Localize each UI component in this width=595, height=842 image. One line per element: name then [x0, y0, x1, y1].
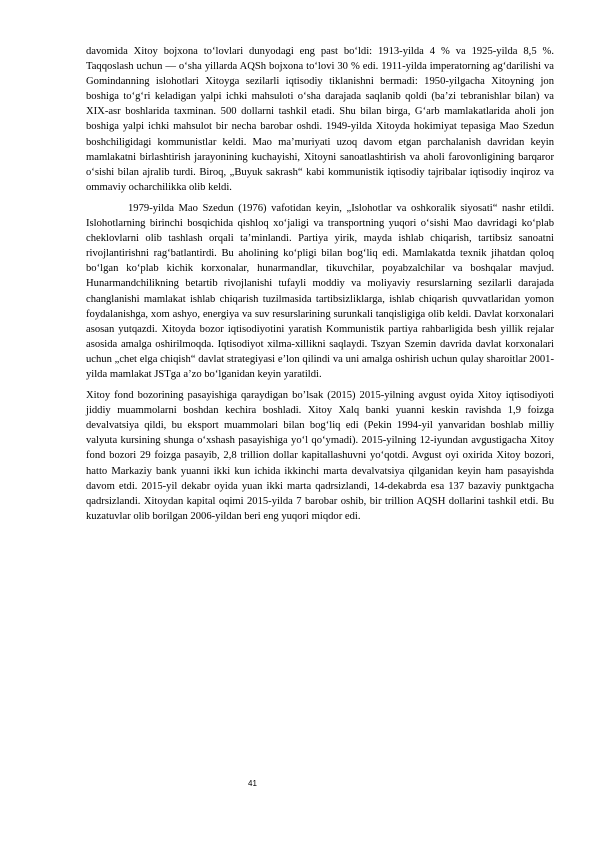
paragraph-stock-market: Xitoy fond bozorining pasayishiga qaraydigan bo’lsak (2015) 2015-yilning avgust oyida Xitoy iqtisodiyoti jiddiy muammolarni boshdan kechira boshladi. Xitoy Xalq banki yuanni keskin ravishda 1,9 foizga devalvatsiya qildi, bu eksport muammolari bilan bog‘liq edi (Pekin 1994-yil yanvaridan boshlab milliy valyuta kursining shunga o‘xshash pasayishiga yo‘l qo‘ymadi). 2015-yilning 12-iyundan avgustigacha Xitoy fond bozori 29 foizga pasayib, 2,8 trillion dollar kapitallashuvni yo‘qotdi. Avgust oyi oxirida Xitoy bozori, hatto Markaziy bank yuanni ikki kun ichida ikkinchi marta devalvatsiya qilganidan keyin ham pasayishda davom etdi. 2015-yil dekabr oyida yuan ikki marta qadrsizlandi, 14-dekabrda esa 137 bazaviy punktgacha qadrsizlandi. Xitoydan kapital oqimi 2015-yilda 7 barobar oshib, bir trillion AQSH dollarini tashkil etdi. Bu kuzatuvlar olib borilgan 2006-yildan beri eng yuqori miqdor edi.	[86, 390, 554, 522]
page-number: 41	[248, 779, 257, 788]
paragraph-tariffs-history: davomida Xitoy bojxona to‘lovlari dunyodagi eng past bo‘ldi: 1913-yilda 4 % va 1925-yilda 8,5 %. Taqqoslash uchun — o‘sha yillarda AQSh bojxona to‘lovi 30 % edi. 1911-yilda imperatorning ag‘darilishi va Gomindanning islohotlari Xitoyga sezilarli iqtisodiy tiklanishni bermadi: 1950-yilgacha Xitoyning jon boshiga to‘g‘ri keladigan yalpi ichki mahsuloti o‘sha darajada saqlanib qoldi (ba’zi tebranishlar bilan) va XIX-asr boshlarida taxminan. 500 dollarni tashkil etadi. Shu bilan birga, G‘arb mamlakatlarida aholi jon boshiga yalpi ichki mahsulot bir necha barobar oshdi. 1949-yilda Xitoyda hokimiyat tepasiga Mao Szedun boshchiligidagi kommunistlar keldi. Mao ma’muriyati uzoq davom etgan parchalanish davridan keyin mamlakatni birlashtirish jarayonining kuchayishi, Xitoyni sanoatlashtirish va aholi farovonligining barqaror o‘sishi bilan ajralib turdi. Biroq, „Buyuk sakrash“ kabi kommunistik iqtisodiy tajribalar iqtisodiy inqiroz va ommaviy ocharchilikka olib keldi.	[86, 46, 554, 193]
document-body	[86, 44, 554, 524]
paragraph-reforms: 1979-yilda Mao Szedun (1976) vafotidan keyin, „Islohotlar va oshkoralik siyosati“ nashr etildi. Islohotlarning birinchi bosqichida qishloq xo‘jaligi va transportning yuqori o‘sishi Mao davridagi ko‘plab cheklovlarni olib tashlash orqali ta’minlandi. Partiya yirik, mayda ishlab chiqarish, tartibsiz sanoatni rivojlantirishni rag‘batlantirdi. Bu aholining ko‘pligi bilan bog‘liq edi. Mamlakatda texnik jihatdan qoloq bo‘lgan ko‘plab kichik korxonalar, hunarmandlar, tikuvchilar, poyabzalchilar va boshqalar mavjud. Hunarmandchilikning betartib rivojlanishi tufayli moddiy va moliyaviy resurslarning sezilarli darajada changlanishi mamlakat ishlab chiqarish tuzilmasida tartibsizliklarga, ishlab chiqarish quvvatlaridan yomon foydalanishga, xom ashyo, energiya va suv resurslarining surunkali tanqisligiga olib keldi. Davlat korxonalari asosan yutqazdi. Xitoyda bozor iqtisodiyotini yaratish Kommunistik partiya rahbarligida besh yillik rejalar asosida amalga oshirilmoqda. Iqtisodiyot xilma-xillikni saqlaydi. Tszyan Szemin davrida davlat korxonalari uchun „chet elga chiqish“ davlat strategiyasi e’lon qilindi va uni amalga oshirish uchun qulay sharoitlar 2001-yilda mamlakat JSTga a’zo bo‘lganidan keyin yaratildi.	[86, 202, 554, 380]
